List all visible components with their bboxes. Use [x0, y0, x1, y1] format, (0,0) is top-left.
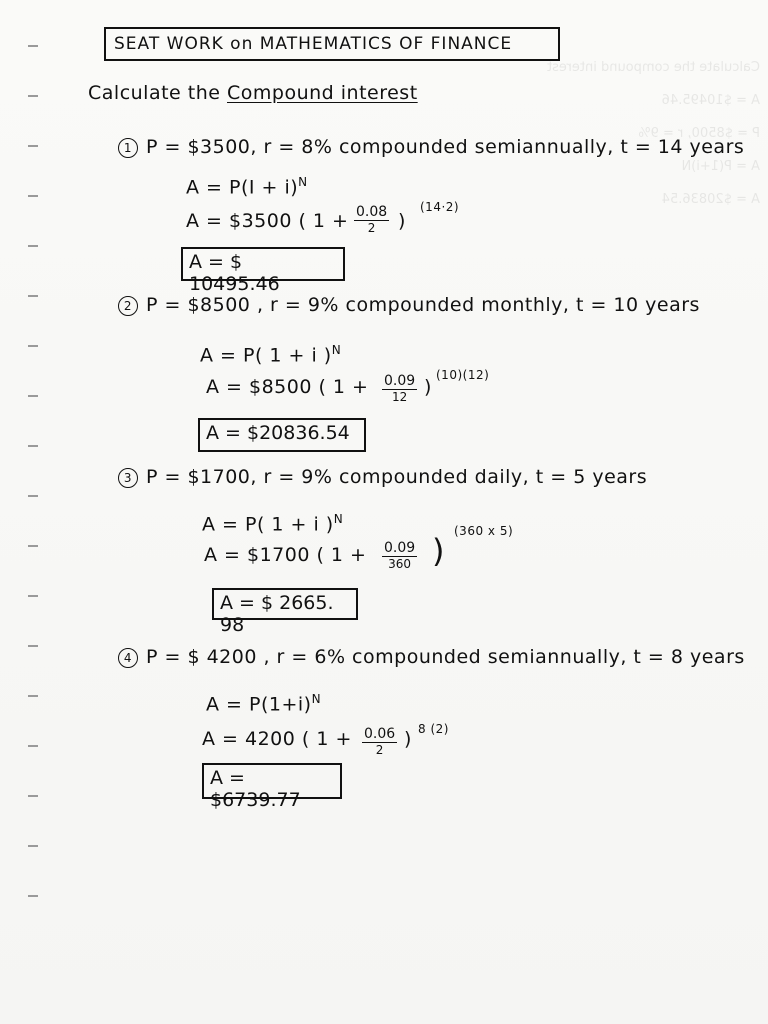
problem-3-sub-exp: (360 x 5) [454, 524, 514, 538]
problem-4-given [118, 646, 745, 668]
problem-3-frac-den: 360 [388, 557, 412, 571]
problem-1-given [118, 136, 744, 158]
margin-tick [28, 95, 38, 97]
margin-tick [28, 645, 38, 647]
problem-1-formula-text: A = P(I + i) [186, 176, 299, 199]
problem-2-frac-den: 12 [391, 390, 408, 404]
margin-tick [28, 45, 38, 47]
problem-3-sub-prefix: A = $1700 ( 1 + [204, 544, 367, 566]
problem-2-formula [200, 343, 341, 366]
problem-4-formula [206, 692, 321, 715]
problem-2-formula-exp: N [331, 343, 342, 357]
problem-2-formula-text: A = P( 1 + i ) [200, 344, 332, 367]
margin-tick [28, 295, 38, 297]
problem-3-frac-num: 0.09 [384, 540, 416, 556]
problem-4-answer: A = $6739.77 [202, 763, 342, 799]
problem-4-frac-den: 2 [375, 743, 384, 757]
problem-1-frac-num: 0.08 [356, 204, 388, 220]
margin-tick [28, 345, 38, 347]
margin-tick [28, 395, 38, 397]
margin-tick [28, 545, 38, 547]
problem-2-fraction [382, 373, 417, 404]
problem-1-sub-exp: (14·2) [420, 200, 460, 214]
problem-2-sub-prefix: A = $8500 ( 1 + [206, 376, 369, 398]
problem-2-answer: A = $20836.54 [198, 418, 366, 452]
problem-1-sub-prefix: A = $3500 ( 1 + [186, 210, 349, 232]
margin-tick [28, 695, 38, 697]
margin-tick [28, 245, 38, 247]
problem-3-close-paren: ) [432, 532, 445, 570]
problem-1-fraction [354, 204, 389, 235]
problem-1-answer: A = $ 10495.46 [181, 247, 345, 281]
problem-3-formula-exp: N [333, 512, 344, 526]
instruction [88, 82, 418, 104]
problem-4-number: 4 [118, 648, 138, 668]
problem-1-given-text: P = $3500, r = 8% compounded semiannually, t = 14 years [146, 136, 745, 158]
problem-4-given-text: P = $ 4200 , r = 6% compounded semiannually, t = 8 years [146, 646, 745, 668]
problem-1-formula-exp: N [298, 175, 308, 189]
problem-2-frac-num: 0.09 [384, 373, 416, 389]
margin-tick [28, 445, 38, 447]
problem-3-given-text: P = $1700, r = 9% compounded daily, t = 5 years [146, 466, 648, 488]
problem-2-substitution [206, 376, 368, 398]
problem-1-frac-den: 2 [367, 221, 376, 235]
problem-4-formula-exp: N [311, 692, 322, 706]
margin-tick [28, 795, 38, 797]
problem-1-substitution [186, 210, 348, 232]
problem-1-formula [186, 175, 308, 198]
margin-tick [28, 895, 38, 897]
margin-tick [28, 195, 38, 197]
problem-4-frac-num: 0.06 [364, 726, 396, 742]
problem-3-substitution [204, 544, 366, 566]
page-title: SEAT WORK on MATHEMATICS OF FINANCE [114, 34, 513, 54]
margin-tick [28, 845, 38, 847]
problem-4-formula-text: A = P(1+i) [206, 693, 312, 716]
instruction-underlined: Compound interest [227, 82, 418, 104]
problem-3-answer: A = $ 2665. 98 [212, 588, 358, 620]
problem-3-number: 3 [118, 468, 138, 488]
problem-4-substitution [202, 728, 352, 750]
problem-4-close-paren: ) [404, 728, 412, 750]
problem-3-formula-text: A = P( 1 + i ) [202, 513, 334, 536]
problem-3-fraction [382, 540, 417, 571]
instruction-prefix: Calculate the [88, 82, 227, 104]
problem-4-fraction [362, 726, 397, 757]
bleed-through-text: Calculate the compound interest A = $10495.46 P = $8500, r = 9% A = P(1+i)N A = $20836.54 [546, 60, 760, 207]
margin-tick [28, 495, 38, 497]
margin-tick [28, 595, 38, 597]
problem-2-close-paren: ) [424, 376, 432, 398]
margin-tick [28, 745, 38, 747]
problem-2-given [118, 294, 700, 316]
problem-3-given [118, 466, 647, 488]
problem-1-close-paren: ) [398, 210, 406, 232]
problem-2-given-text: P = $8500 , r = 9% compounded monthly, t = 10 years [146, 294, 700, 316]
problem-2-sub-exp: (10)(12) [436, 368, 490, 382]
problem-1-number: 1 [118, 138, 138, 158]
problem-2-number: 2 [118, 296, 138, 316]
margin-tick [28, 145, 38, 147]
problem-3-formula [202, 512, 343, 535]
problem-4-sub-exp: 8 (2) [418, 722, 449, 736]
problem-4-sub-prefix: A = 4200 ( 1 + [202, 728, 352, 750]
